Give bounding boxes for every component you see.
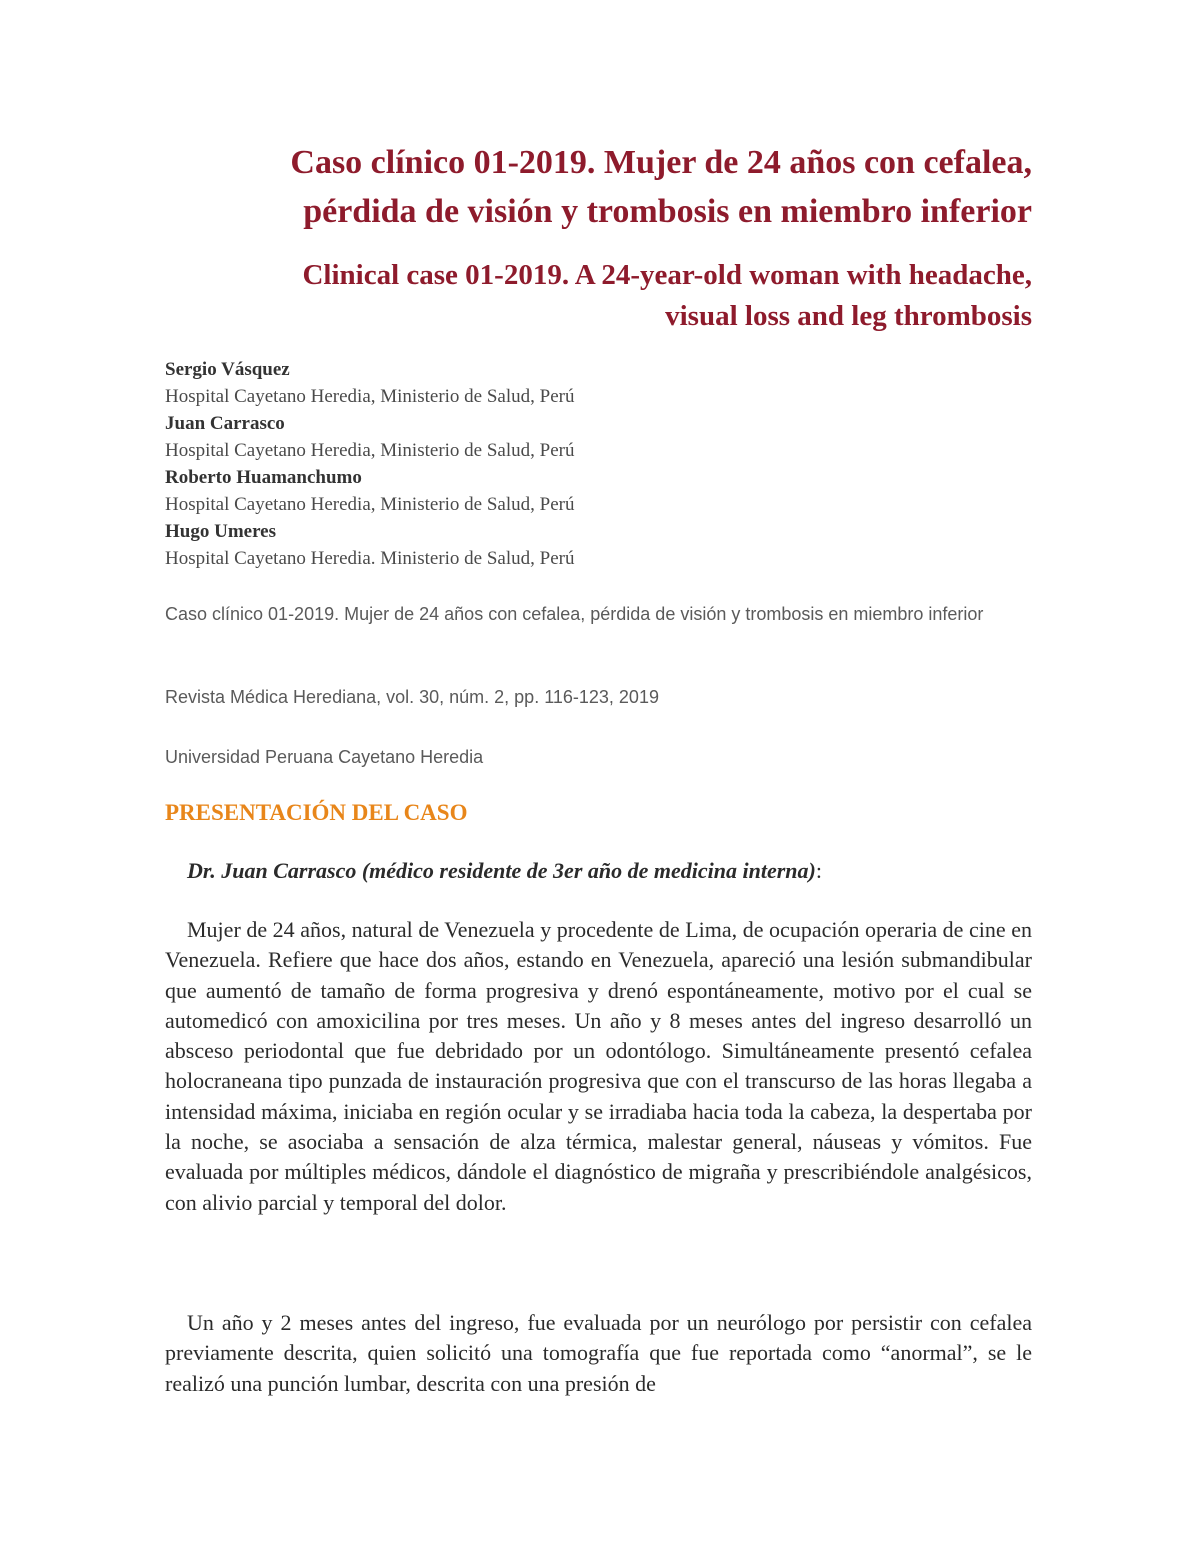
article-title-meta: Caso clínico 01-2019. Mujer de 24 años con cefalea, pérdida de visión y trombosis en miembro inferior: [165, 604, 984, 624]
title-english-line-2: visual loss and leg thrombosis: [665, 300, 1032, 332]
author-affiliation: Hospital Cayetano Heredia, Ministerio de Salud, Perú: [165, 494, 575, 515]
author-name: Sergio Vásquez: [165, 359, 290, 380]
body-paragraph: Un año y 2 meses antes del ingreso, fue evaluada por un neurólogo por persistir con cefalea previamente descrita, quien solicitó una tomografía que fue reportada como “anormal”, se le realizó una punción lumbar, descrita con una presión de: [165, 1310, 1032, 1396]
speaker-colon: :: [815, 858, 822, 883]
author-affiliation: Hospital Cayetano Heredia, Ministerio de Salud, Perú: [165, 386, 575, 407]
author-name: Juan Carrasco: [165, 413, 285, 434]
title-spanish-line-1: Caso clínico 01-2019. Mujer de 24 años con cefalea,: [290, 144, 1032, 181]
section-heading: PRESENTACIÓN DEL CASO: [165, 800, 468, 825]
title-english-line-1: Clinical case 01-2019. A 24-year-old woman with headache,: [302, 259, 1032, 291]
journal-citation: Revista Médica Herediana, vol. 30, núm. 2, pp. 116-123, 2019: [165, 687, 659, 707]
title-spanish-line-2: pérdida de visión y trombosis en miembro inferior: [303, 193, 1032, 230]
author-affiliation: Hospital Cayetano Heredia, Ministerio de Salud, Perú: [165, 440, 575, 461]
speaker-name: Dr. Juan Carrasco (médico residente de 3er año de medicina interna): [187, 858, 816, 883]
body-paragraph: Mujer de 24 años, natural de Venezuela y procedente de Lima, de ocupación operaria de cine en Venezuela. Refiere que hace dos años, estando en Venezuela, apareció una lesión submandibular que aumentó de tamaño de forma progresiva y drenó espontáneamente, motivo por el cual se automedicó con amoxicilina por tres meses. Un año y 8 meses antes del ingreso desarrolló un absceso periodontal que fue debridado por un odontólogo. Simultáneamente presentó cefalea holocraneana tipo punzada de instauración progresiva que con el transcurso de las horas llegaba a intensidad máxima, iniciaba en región ocular y se irradiaba hacia toda la cabeza, la despertaba por la noche, se asociaba a sensación de alza térmica, malestar general, náuseas y vómitos. Fue evaluada por múltiples médicos, dándole el diagnóstico de migraña y prescribiéndole analgésicos, con alivio parcial y temporal del dolor.: [165, 917, 1032, 1215]
title-english: [165, 255, 1032, 337]
author-list: [165, 356, 1032, 572]
speaker-line: [187, 856, 822, 886]
title-spanish: [165, 138, 1032, 236]
author-name: Roberto Huamanchumo: [165, 467, 362, 488]
publisher-university: Universidad Peruana Cayetano Heredia: [165, 747, 484, 767]
author-name: Hugo Umeres: [165, 521, 276, 542]
author-affiliation: Hospital Cayetano Heredia. Ministerio de Salud, Perú: [165, 548, 575, 569]
